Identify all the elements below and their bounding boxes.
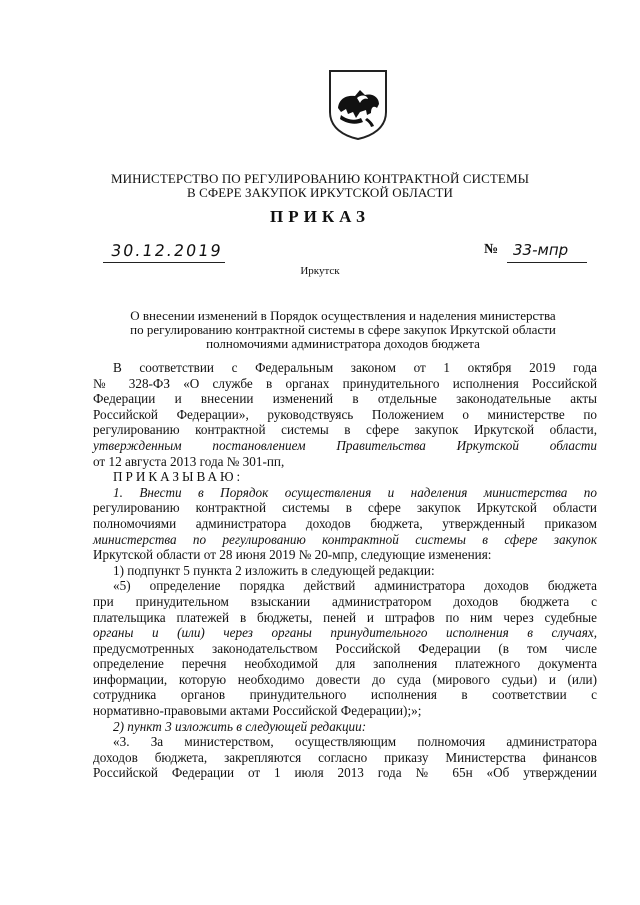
body-line: 1. Внести в Порядок осуществления и наделения министерства по <box>113 484 597 500</box>
body-line: органы и (или) через органы принудительного исполнения в случаях, <box>93 625 597 641</box>
order-subject <box>88 309 598 351</box>
body-line: при принудительном взыскании администратором доходов бюджета с <box>93 593 597 609</box>
body-line: сотрудника органов принудительного исполнения в соответствии с <box>93 687 597 703</box>
coat-of-arms-icon <box>327 68 389 141</box>
subject-line: по регулированию контрактной системы в сфере закупок Иркутской области <box>130 322 556 337</box>
body-line: нормативно-правовыми актами Российской Федерации);»; <box>93 703 422 719</box>
document-type: ПРИКАЗ <box>270 207 370 226</box>
body-line: министерства по регулированию контрактной системы в сфере закупок <box>93 531 597 547</box>
number-sign: № <box>484 242 499 257</box>
body-line: Российской Федерации от 1 июля 2013 года № 65н «Об утверждении <box>93 765 597 781</box>
subject-line: О внесении изменений в Порядок осуществления и наделения министерства <box>130 308 556 323</box>
body-line: Российской Федерации», руководствуясь Положением о министерстве по <box>93 406 597 422</box>
body-line: регулированию контрактной системы в сфере закупок Иркутской области, <box>93 422 597 438</box>
body-line: «5) определение порядка действий администратора доходов бюджета <box>113 578 597 594</box>
body-line: доходов бюджета, закрепляются согласно приказу Министерства финансов <box>93 749 597 765</box>
ministry-name-line2: В СФЕРЕ ЗАКУПОК ИРКУТСКОЙ ОБЛАСТИ <box>186 185 454 200</box>
body-line: В соответствии с Федеральным законом от 1 октября 2019 года <box>113 360 597 375</box>
order-date: 30.12.2019 <box>109 241 224 260</box>
body-line: «3. За министерством, осуществляющим полномочия администратора <box>113 734 597 750</box>
body-line: 2) пункт 3 изложить в следующей редакции: <box>113 718 367 734</box>
body-line: предусмотренных законодательством Российской Федерации (в том числе <box>93 640 597 656</box>
ministry-name-line1: МИНИСТЕРСТВО ПО РЕГУЛИРОВАНИЮ КОНТРАКТНОЙ СИСТЕМЫ <box>110 171 530 186</box>
subject-line: полномочиями администратора доходов бюджета <box>206 336 480 351</box>
body-line: Федерации и внесении изменений в отдельные законодательные акты <box>93 391 597 407</box>
body-line: утвержденным постановлением Правительства Иркутской области <box>93 437 597 453</box>
order-directive: ПРИКАЗЫВАЮ: <box>113 469 244 485</box>
body-line: Иркутской области от 28 июня 2019 № 20-мпр, следующие изменения: <box>93 547 492 563</box>
body-line: полномочиями администратора доходов бюджета, утвержденный приказом <box>93 515 597 531</box>
body-line: определение перечня необходимой для заполнения платежного документа <box>93 656 597 672</box>
body-line: от 12 августа 2013 года № 301-пп, <box>93 453 285 469</box>
body-line: плательщика платежей в бюджеты, пеней и штрафов по ним через судебные <box>93 609 597 625</box>
body-line: информации, которую необходимо довести до суда (мирового судьи) и (или) <box>93 671 597 687</box>
order-number: 33-мпр <box>513 241 569 259</box>
order-date-field <box>103 241 225 263</box>
order-body <box>93 360 597 781</box>
city-label: Иркутск <box>300 265 340 277</box>
body-line: регулированию контрактной системы в сфере закупок Иркутской области <box>93 500 597 516</box>
body-line: 1) подпункт 5 пункта 2 изложить в следующей редакции: <box>113 562 435 578</box>
order-number-field <box>507 241 587 263</box>
body-line: № 328-ФЗ «О службе в органах принудительного исполнения Российской <box>93 375 597 391</box>
